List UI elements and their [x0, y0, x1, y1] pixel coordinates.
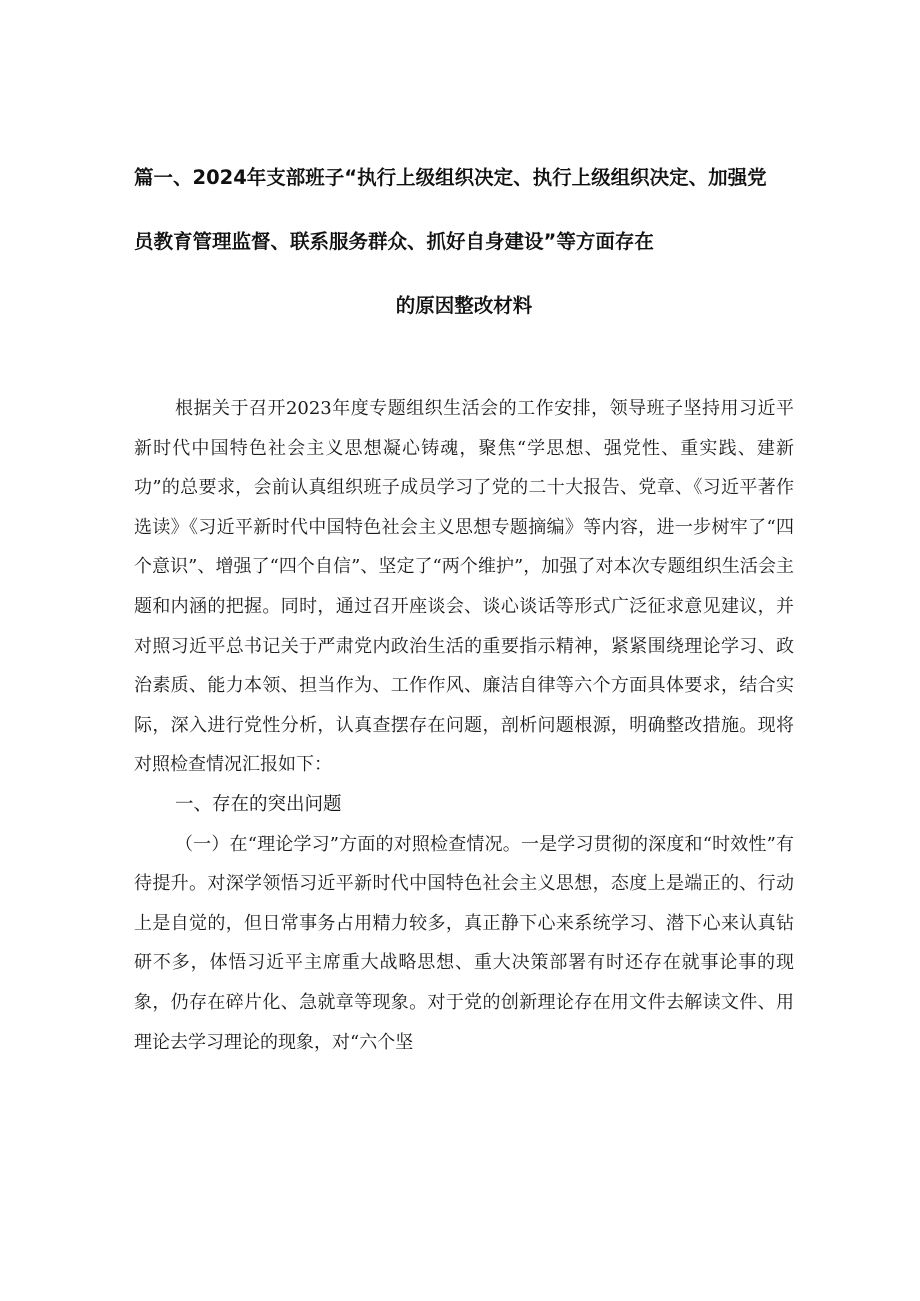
document-body — [134, 389, 794, 1062]
section-paragraph: （一）在“理论学习”方面的对照检查情况。一是学习贯彻的深度和“时效性”有待提升。对深学领悟习近平新时代中国特色社会主义思想，态度上是端正的、行动上是自觉的，但日常事务占用精力较多，真正静下心来系统学习、潜下心来认真钻研不多，体悟习近平主席重大战略思想、重大决策部署有时还存在就事论事的现象，仍存在碎片化、急就章等现象。对于党的创新理论存在用文件去解读文件、用理论去学习理论的现象，对“六个坚 — [134, 833, 794, 1053]
section-heading: 一、存在的突出问题 — [175, 793, 342, 815]
title-line-3: 的原因整改材料 — [395, 294, 533, 317]
intro-paragraph: 根据关于召开2023年度专题组织生活会的工作安排，领导班子坚持用习近平新时代中国特色社会主义思想凝心铸魂，聚焦“学思想、强党性、重实践、建新功”的总要求，会前认真组织班子成员学习了党的二十大报告、党章、《习近平著作选读》《习近平新时代中国特色社会主义思想专题摘编》等内容，进一步树牢了“四个意识”、增强了“四个自信”、坚定了“两个维护”，加强了对本次专题组织生活会主题和内涵的把握。同时，通过召开座谈会、谈心谈话等形式广泛征求意见建议，并对照习近平总书记关于严肃党内政治生活的重要指示精神，紧紧围绕理论学习、政治素质、能力本领、担当作为、工作作风、廉洁自律等六个方面具体要求，结合实际，深入进行党性分析，认真查摆存在问题，剖析问题根源，明确整改措施。现将对照检查情况汇报如下： — [134, 398, 794, 776]
title-line-1: 篇一、2024年支部班子“执行上级组织决定、执行上级组织决定、加强党 — [134, 166, 767, 189]
title-line-2: 员教育管理监督、联系服务群众、抓好自身建设”等方面存在 — [134, 230, 654, 253]
document-title — [134, 146, 794, 338]
